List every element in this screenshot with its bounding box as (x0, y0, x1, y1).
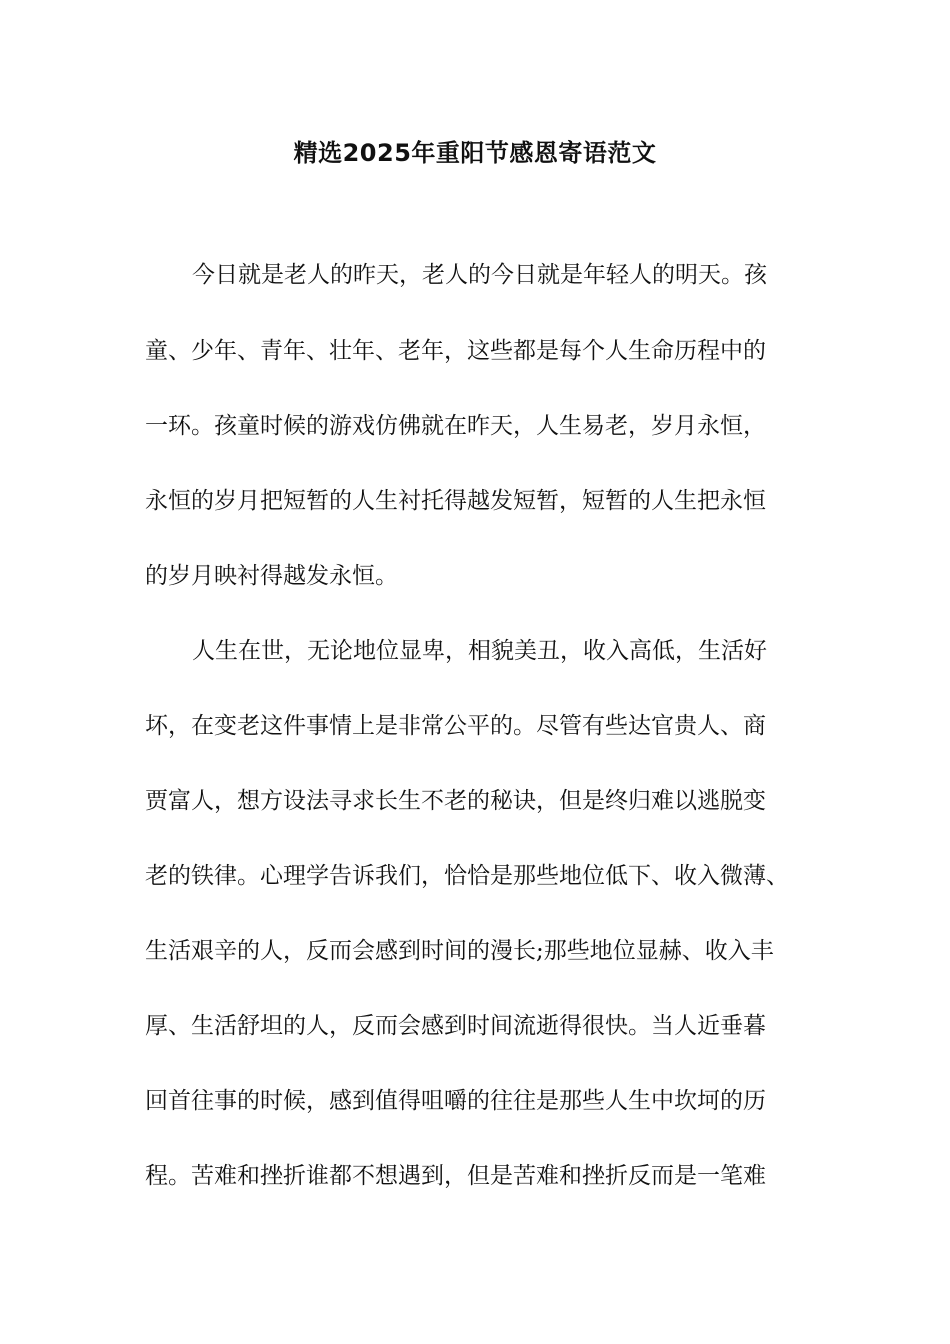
paragraph-line: 童、少年、青年、壮年、老年，这些都是每个人生命历程中的 (145, 338, 766, 364)
paragraph-line: 坏，在变老这件事情上是非常公平的。尽管有些达官贵人、商 (145, 713, 766, 739)
paragraph-line: 人生在世，无论地位显卑，相貌美丑，收入高低，生活好 (192, 638, 767, 664)
paragraph-line: 程。苦难和挫折谁都不想遇到，但是苦难和挫折反而是一笔难 (145, 1163, 766, 1189)
paragraph-line: 回首往事的时候，感到值得咀嚼的往往是那些人生中坎坷的历 (145, 1088, 766, 1114)
paragraph-line: 贾富人，想方设法寻求长生不老的秘诀，但是终归难以逃脱变 (145, 788, 766, 814)
paragraph-line: 一环。孩童时候的游戏仿佛就在昨天，人生易老，岁月永恒， (145, 413, 766, 439)
document-title: 精选2025年重阳节感恩寄语范文 (293, 139, 657, 167)
paragraph-line: 的岁月映衬得越发永恒。 (145, 563, 398, 589)
paragraph-line: 厚、生活舒坦的人，反而会感到时间流逝得很快。当人近垂暮 (145, 1013, 766, 1039)
paragraph-line: 老的铁律。心理学告诉我们，恰恰是那些地位低下、收入微薄、 (145, 863, 789, 889)
paragraph-line: 今日就是老人的昨天，老人的今日就是年轻人的明天。孩 (192, 262, 767, 288)
paragraph-line: 永恒的岁月把短暂的人生衬托得越发短暂，短暂的人生把永恒 (145, 488, 766, 514)
paragraph-line: 生活艰辛的人，反而会感到时间的漫长;那些地位显赫、收入丰 (145, 938, 774, 964)
